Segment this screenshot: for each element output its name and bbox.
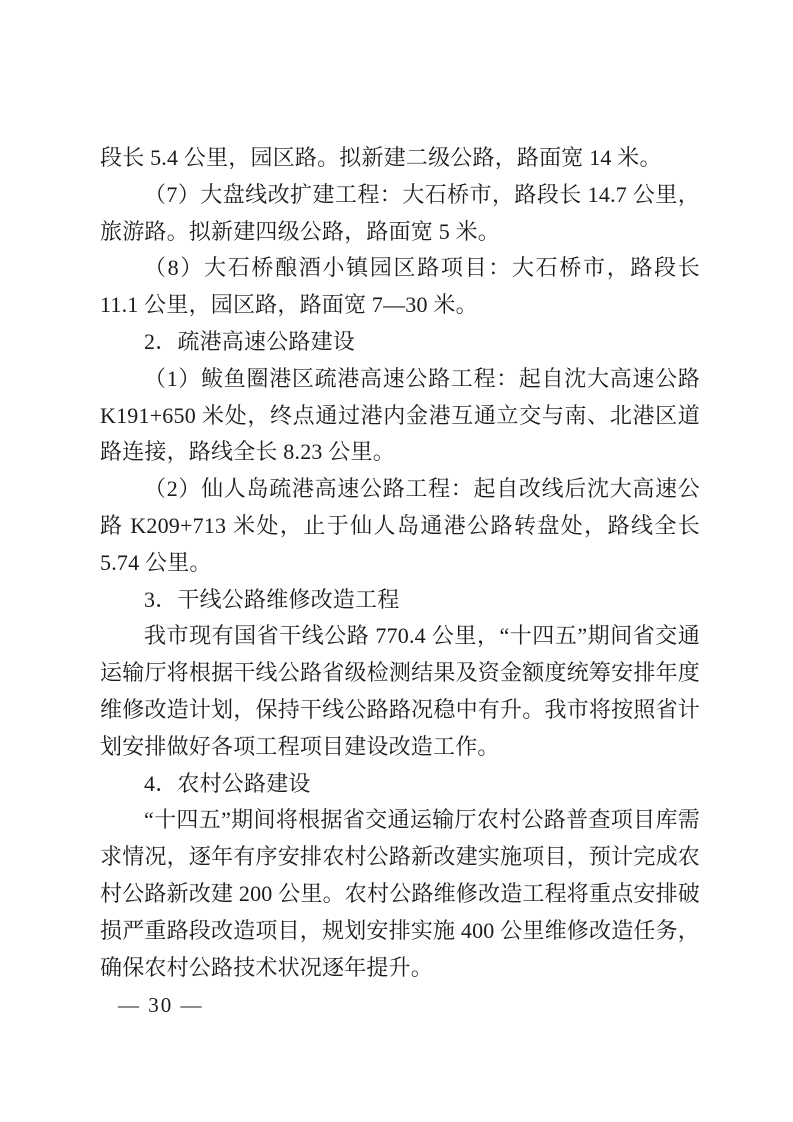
section-3-heading: 3．干线公路维修改造工程 [144, 586, 400, 612]
section-3-paragraph: 我市现有国省干线公路 770.4 公里，“十四五”期间省交通运输厅将根据干线公路省级检测结果及资金额度统筹安排年度维修改造计划，保持干线公路路况稳中有升。我市将按照省计划安排做好各项工程项目建设改造工作。 [100, 623, 700, 759]
paragraph-continuation: 段长 5.4 公里，园区路。拟新建二级公路，路面宽 14 米。 [100, 145, 662, 170]
item-8-paragraph: （8）大石桥酿酒小镇园区路项目：大石桥市，路段长 11.1 公里，园区路，路面宽 7—30 米。 [100, 255, 700, 318]
document-body [100, 140, 700, 986]
section-4-heading: 4．农村公路建设 [144, 770, 311, 796]
item-2-2-paragraph: （2）仙人岛疏港高速公路工程：起自改线后沈大高速公路 K209+713 米处，止于仙人岛通港公路转盘处，路线全长 5.74 公里。 [100, 476, 700, 575]
page-number: — 30 — [118, 993, 204, 1017]
item-2-1-paragraph: （1）鲅鱼圈港区疏港高速公路工程：起自沈大高速公路 K191+650 米处，终点通过港内金港互通立交与南、北港区道路连接，路线全长 8.23 公里。 [100, 365, 700, 465]
section-2-heading: 2．疏港高速公路建设 [144, 328, 356, 354]
section-4-paragraph: “十四五”期间将根据省交通运输厅农村公路普查项目库需求情况，逐年有序安排农村公路新改建实施项目，预计完成农村公路新改建 200 公里。农村公路维修改造工程将重点安排破损严重路段改造项目，规划安排实施 400 公里维修改造任务，确保农村公路技术状况逐年提升。 [100, 807, 701, 980]
item-7-paragraph: （7）大盘线改扩建工程：大石桥市，路段长 14.7 公里，旅游路。拟新建四级公路，路面宽 5 米。 [100, 181, 700, 244]
